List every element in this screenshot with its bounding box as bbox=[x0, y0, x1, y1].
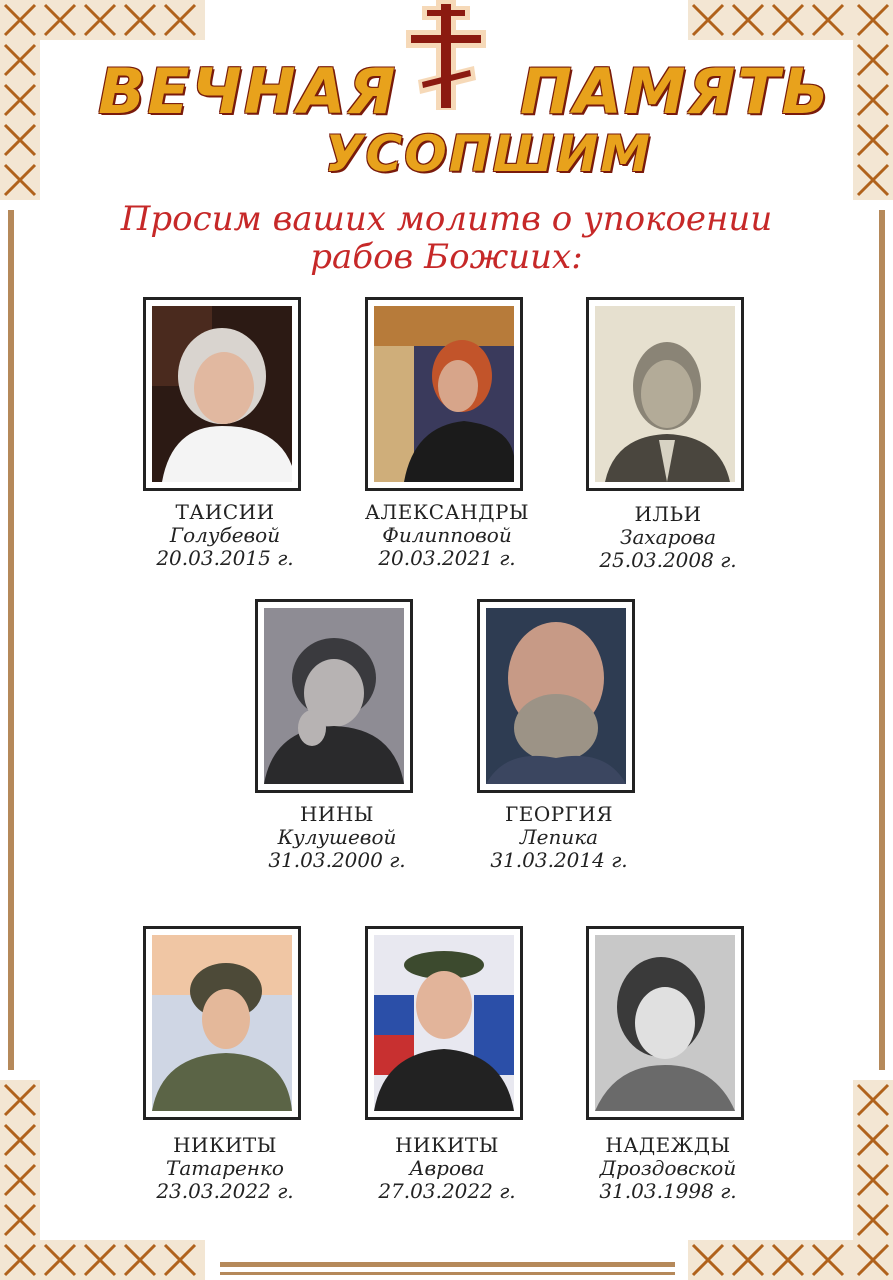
frame-line-left bbox=[8, 210, 14, 1070]
corner-ornament-bottom-left-row bbox=[40, 1240, 205, 1280]
title-right: ПАМЯТЬ bbox=[520, 55, 831, 128]
person-name: ИЛЬИ bbox=[634, 502, 702, 526]
corner-ornament-bottom-left bbox=[0, 1080, 40, 1280]
portrait-frame bbox=[255, 599, 413, 793]
frame-line-bottom bbox=[220, 1262, 675, 1267]
title-sub: УСОПШИМ bbox=[325, 125, 652, 183]
portrait-photo bbox=[595, 935, 735, 1111]
portrait-photo bbox=[152, 306, 292, 482]
portrait-photo bbox=[152, 935, 292, 1111]
portrait-frame bbox=[143, 297, 301, 491]
memorial-caption bbox=[103, 1134, 347, 1203]
frame-line-bottom-2 bbox=[220, 1272, 675, 1275]
memorial-caption bbox=[103, 501, 347, 570]
portrait-frame bbox=[477, 599, 635, 793]
person-name: НИКИТЫ bbox=[173, 1133, 277, 1157]
memorial-caption bbox=[325, 501, 569, 570]
corner-ornament-top-left bbox=[0, 0, 40, 200]
request-line-2: рабов Божиих: bbox=[310, 237, 583, 277]
portrait-photo bbox=[264, 608, 404, 784]
person-surname: Голубевой bbox=[169, 523, 281, 547]
person-date: 20.03.2021 г. bbox=[378, 546, 516, 570]
person-name: НИНЫ bbox=[299, 802, 374, 826]
portrait-frame bbox=[365, 297, 523, 491]
person-surname: Татаренко bbox=[166, 1156, 284, 1180]
frame-line-right bbox=[879, 210, 885, 1070]
person-surname: Кулушевой bbox=[277, 825, 397, 849]
portrait-photo bbox=[374, 306, 514, 482]
memorial-caption bbox=[215, 803, 459, 872]
person-name: АЛЕКСАНДРЫ bbox=[364, 500, 530, 524]
person-date: 20.03.2015 г. bbox=[156, 546, 294, 570]
person-surname: Дроздовской bbox=[599, 1156, 737, 1180]
person-date: 31.03.2014 г. bbox=[490, 848, 628, 872]
orthodox-cross-icon bbox=[404, 0, 488, 110]
person-name: НАДЕЖДЫ bbox=[605, 1133, 731, 1157]
corner-ornament-bottom-right bbox=[853, 1080, 893, 1280]
memorial-caption bbox=[546, 1134, 790, 1203]
title-left: ВЕЧНАЯ bbox=[98, 55, 398, 128]
portrait-frame bbox=[586, 297, 744, 491]
person-date: 25.03.2008 г. bbox=[599, 548, 737, 572]
portrait-frame bbox=[365, 926, 523, 1120]
person-name: ТАИСИИ bbox=[175, 500, 275, 524]
corner-ornament-top-left-row bbox=[40, 0, 205, 40]
memorial-caption bbox=[325, 1134, 569, 1203]
memorial-caption bbox=[546, 503, 790, 572]
corner-ornament-top-right-row bbox=[688, 0, 853, 40]
person-date: 31.03.1998 г. bbox=[599, 1179, 737, 1203]
person-surname: Захарова bbox=[620, 525, 716, 549]
request-line-1: Просим ваших молитв о упокоении bbox=[120, 199, 773, 239]
person-date: 23.03.2022 г. bbox=[156, 1179, 294, 1203]
portrait-photo bbox=[486, 608, 626, 784]
portrait-frame bbox=[586, 926, 744, 1120]
corner-ornament-top-right bbox=[853, 0, 893, 200]
corner-ornament-bottom-right-row bbox=[688, 1240, 853, 1280]
portrait-frame bbox=[143, 926, 301, 1120]
person-surname: Филипповой bbox=[382, 523, 512, 547]
memorial-caption bbox=[437, 803, 681, 872]
person-surname: Аврова bbox=[409, 1156, 485, 1180]
portrait-photo bbox=[595, 306, 735, 482]
person-surname: Лепика bbox=[519, 825, 599, 849]
person-name: ГЕОРГИЯ bbox=[504, 802, 614, 826]
person-name: НИКИТЫ bbox=[395, 1133, 499, 1157]
person-date: 31.03.2000 г. bbox=[268, 848, 406, 872]
portrait-photo bbox=[374, 935, 514, 1111]
person-date: 27.03.2022 г. bbox=[378, 1179, 516, 1203]
